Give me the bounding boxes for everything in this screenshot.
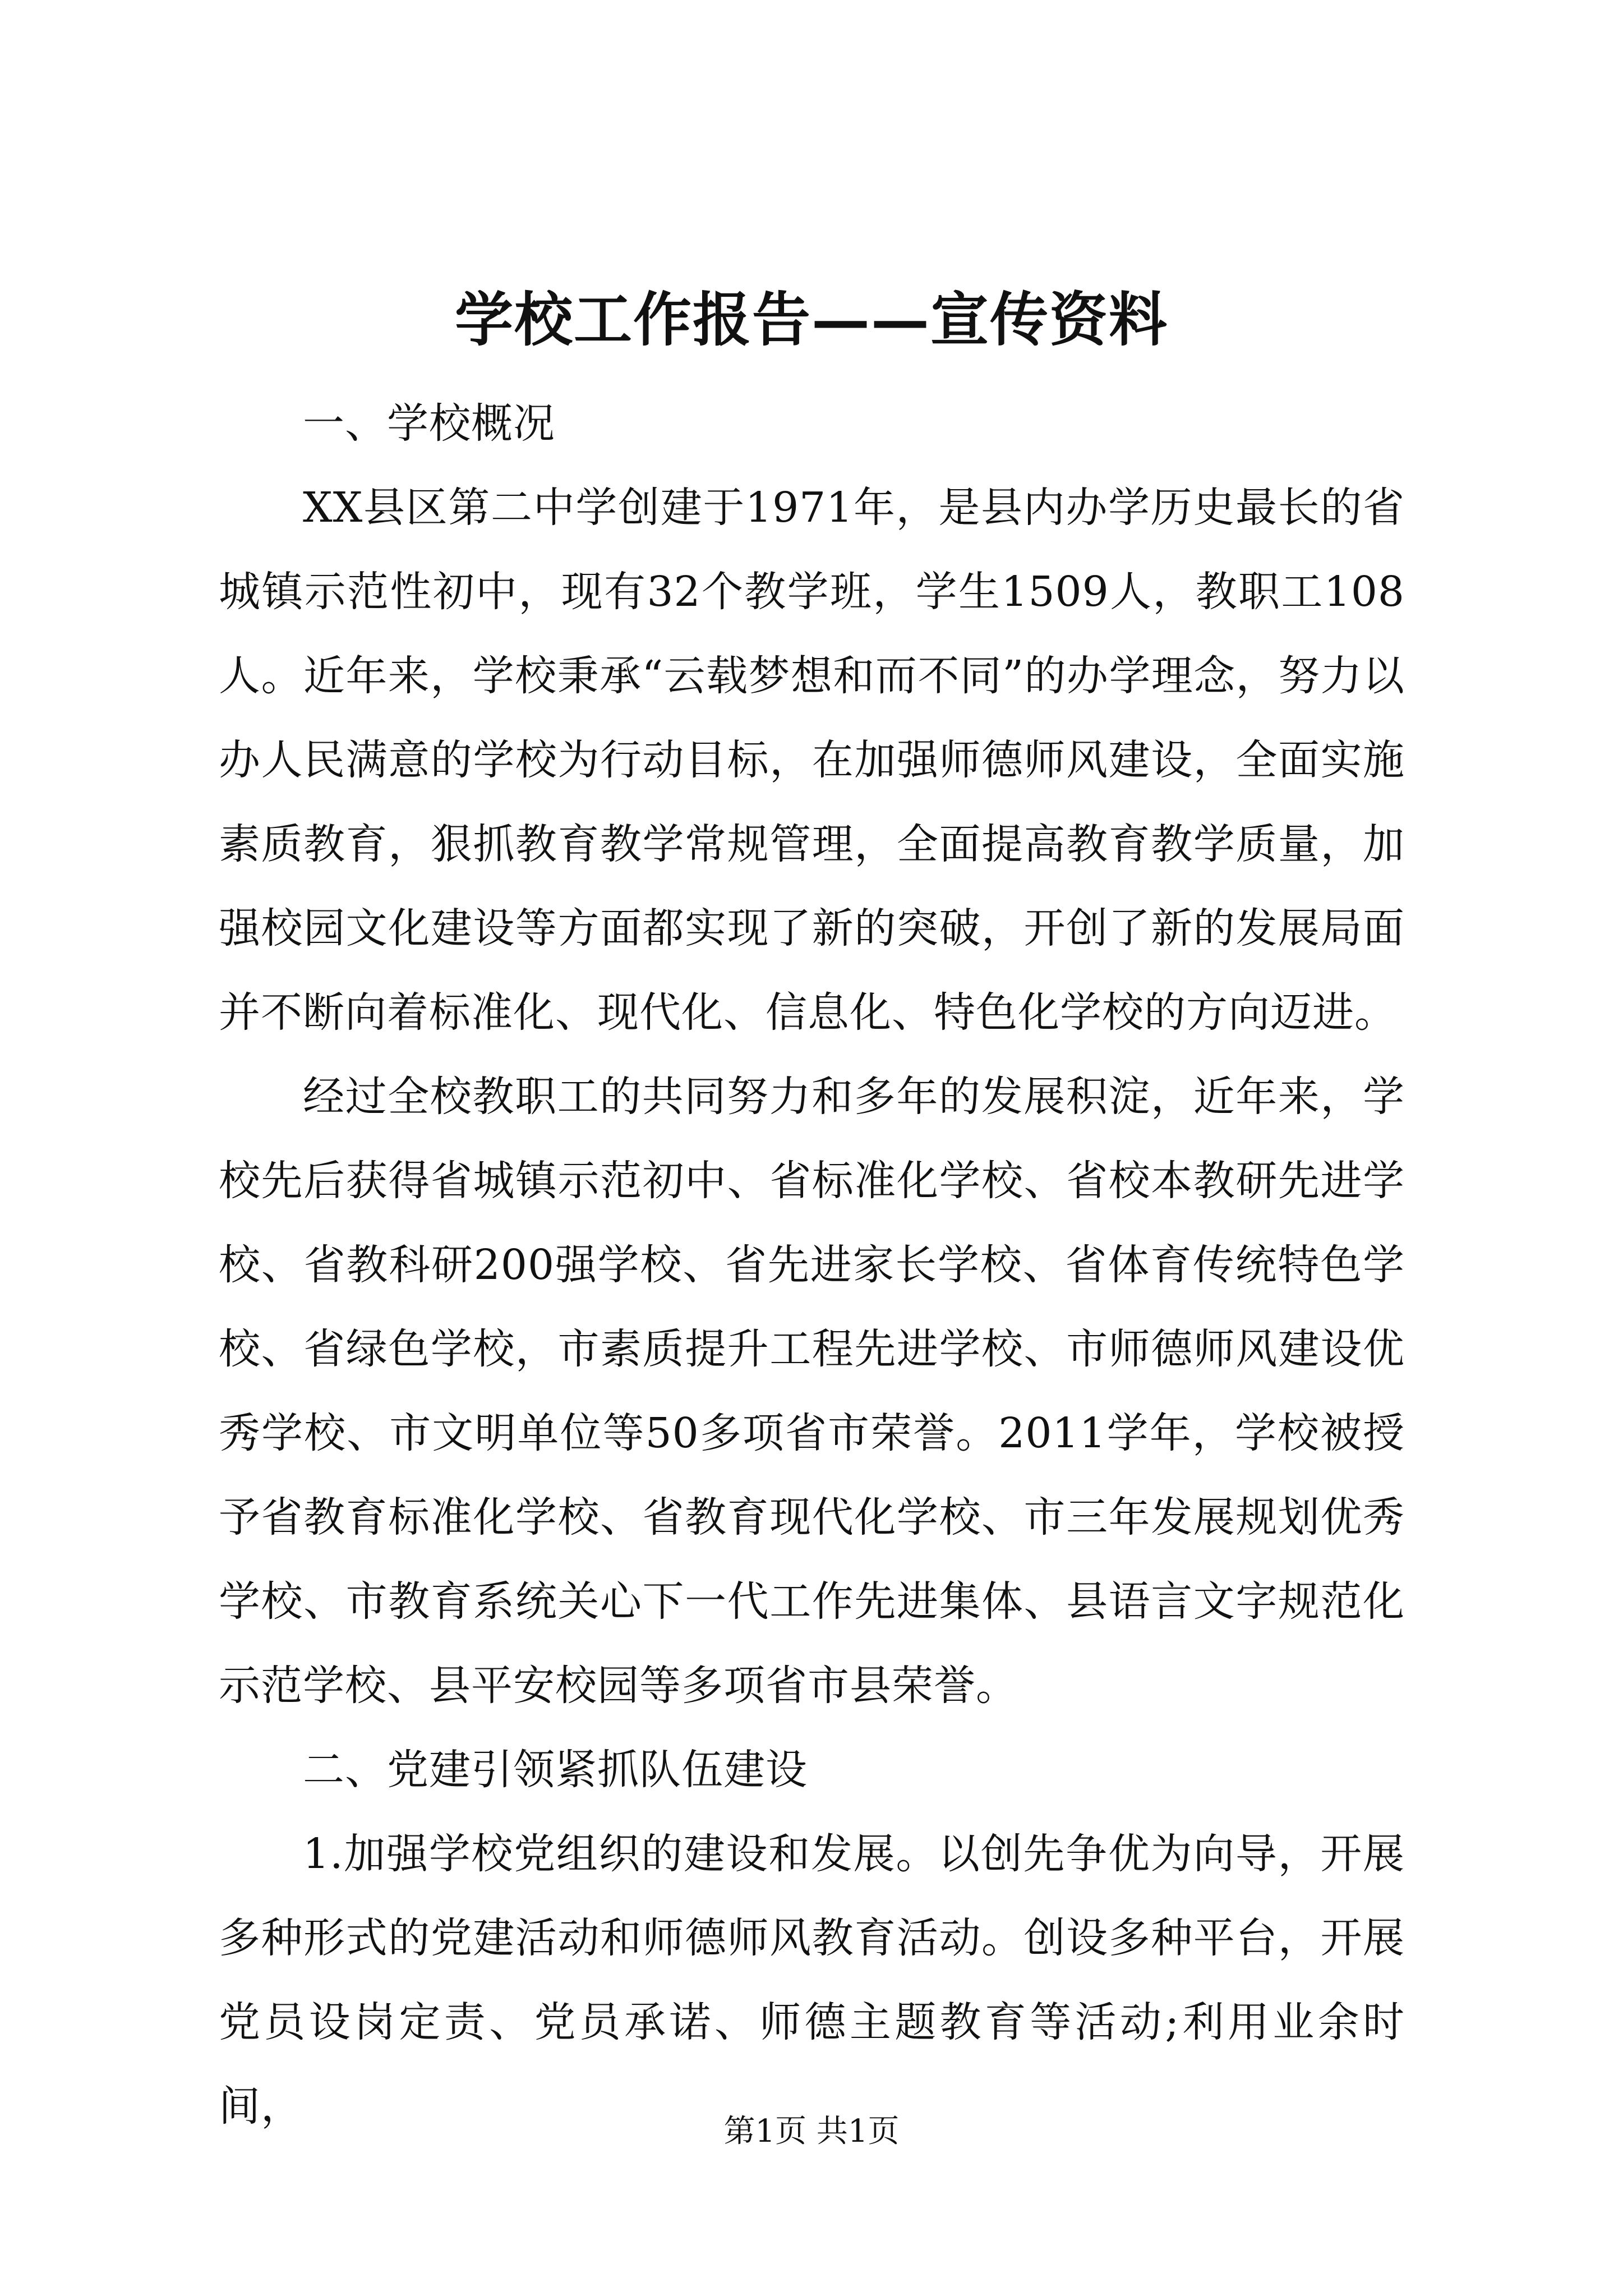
paragraph-school-overview: XX县区第二中学创建于1971年，是县内办学历史最长的省城镇示范性初中，现有32个教学班，学生1509人，教职工108人。近年来，学校秉承“云载梦想和而不同”的办学理念，努力以办人民满意的学校为行动目标，在加强师德师风建设，全面实施素质教育，狠抓教育教学常规管理，全面提高教育教学质量，加强校园文化建设等方面都实现了新的突破，开创了新的发展局面并不断向着标准化、现代化、信息化、特色化学校的方向迈进。 bbox=[219, 484, 1405, 1037]
paragraph-school-honors: 经过全校教职工的共同努力和多年的发展积淀，近年来，学校先后获得省城镇示范初中、省标准化学校、省校本教研先进学校、省教科研200强学校、省先进家长学校、省体育传统特色学校、省绿色学校，市素质提升工程先进学校、市师德师风建设优秀学校、市文明单位等50多项省市荣誉。2011学年，学校被授予省教育标准化学校、省教育现代化学校、市三年发展规划优秀学校、市教育系统关心下一代工作先进集体、县语言文字规范化示范学校、县平安校园等多项省市县荣誉。 bbox=[219, 1073, 1405, 1710]
section-heading-overview: 一、学校概况 bbox=[303, 399, 555, 448]
page-footer: 第1页 共1页 bbox=[723, 2113, 900, 2150]
section-heading-party-building: 二、党建引领紧抓队伍建设 bbox=[303, 1746, 808, 1794]
document-body bbox=[219, 381, 1405, 2148]
paragraph-party-organization: 1.加强学校党组织的建设和发展。以创先争优为向导，开展多种形式的党建活动和师德师风教育活动。创设多种平台，开展党员设岗定责、党员承诺、师德主题教育等活动;利用业余时间， bbox=[219, 1830, 1405, 2131]
document-title: 学校工作报告——宣传资料 bbox=[454, 285, 1168, 354]
